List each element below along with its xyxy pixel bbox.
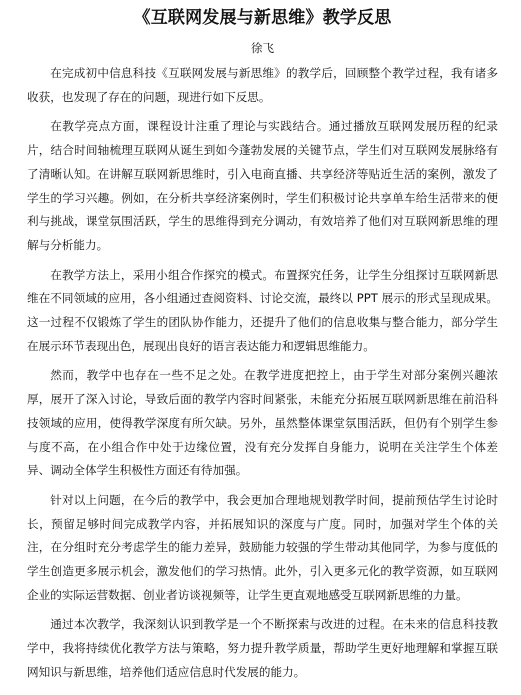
paragraph-conclusion: 通过本次教学，我深刻认识到教学是一个不断探索与改进的过程。在未来的信息科技教学中，我将持续优化教学方法与策略，努力提升教学质量，帮助学生更好地理解和掌握互联网知识与新思维，培养他们适应信息时代发展的能力。 <box>27 617 498 679</box>
paragraph-highlights: 在教学亮点方面，课程设计注重了理论与实践结合。通过播放互联网发展历程的纪录片，结合时间轴梳理互联网从诞生到如今蓬勃发展的关键节点，学生们对互联网发展脉络有了清晰认知。在讲解互联网新思维时，引入电商直播、共享经济等贴近生活的案例，激发了学生的学习兴趣。例如，在分析共享经济案例时，学生们积极讨论共享单车给生活带来的便利与挑战，课堂氛围活跃，学生的思维得到充分调动，有效培养了他们对互联网新思维的理解与分析能力。 <box>27 119 498 252</box>
paragraph-shortcomings: 然而，教学中也存在一些不足之处。在教学进度把控上，由于学生对部分案例兴趣浓厚，展开了深入讨论，导致后面的教学内容时间紧张，未能充分拓展互联网新思维在前沿科技领域的应用，使得教学深度有所欠缺。另外，虽然整体课堂氛围活跃，但仍有个别学生参与度不高，在小组合作中处于边缘位置，没有充分发挥自身能力，说明在关注学生个体差异、调动全体学生积极性方面还有待加强。 <box>27 368 498 478</box>
author-name: 徐飞 <box>251 41 274 55</box>
paragraph-intro: 在完成初中信息科技《互联网发展与新思维》的教学后，回顾整个教学过程，我有诸多收获，也发现了存在的问题，现进行如下反思。 <box>27 66 498 104</box>
paragraph-improvements: 针对以上问题，在今后的教学中，我会更加合理地规划教学时间，提前预估学生讨论时长，预留足够时间完成教学内容，并拓展知识的深度与广度。同时，加强对学生个体的关注，在分组时充分考虑学生的能力差异，鼓励能力较强的学生带动其他同学，为参与度低的学生创造更多展示机会，激发他们的学习热情。此外，引入更多元化的教学资源，如互联网企业的实际运营数据、创业者访谈视频等，让学生更直观地感受互联网新思维的力量。 <box>27 492 498 602</box>
paragraph-methods: 在教学方法上，采用小组合作探究的模式。布置探究任务，让学生分组探讨互联网新思维在不同领域的应用，各小组通过查阅资料、讨论交流，最终以 PPT 展示的形式呈现成果。这一过程不仅锻炼了学生的团队协作能力，还提升了他们的信息收集与整合能力，部分学生在展示环节表现出色，展现出良好的语言表达能力和逻辑思维能力。 <box>27 267 498 353</box>
document-title: 《互联网发展与新思维》教学反思 <box>133 8 392 28</box>
